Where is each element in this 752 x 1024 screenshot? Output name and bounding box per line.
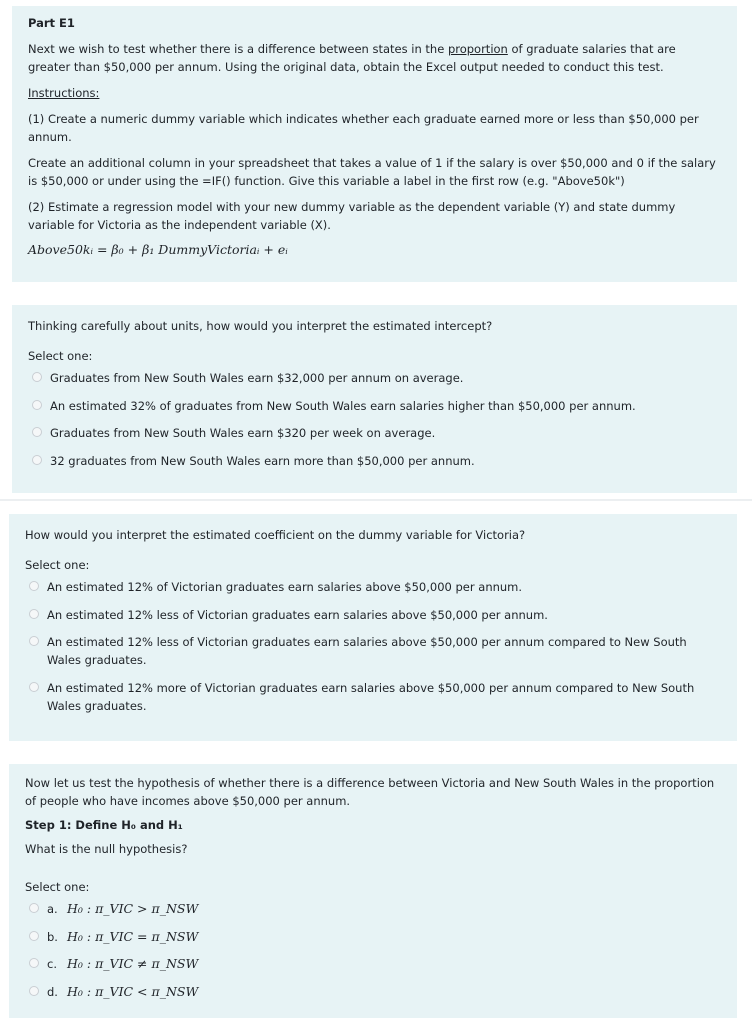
radio-button[interactable] <box>29 903 39 913</box>
section-divider <box>0 499 752 501</box>
radio-button[interactable] <box>32 372 42 382</box>
select-one-label: Select one: <box>25 880 90 894</box>
answer-option-b[interactable]: b. H₀ : π_VIC = π_NSW <box>25 928 721 946</box>
answer-option[interactable]: An estimated 12% less of Victorian graduates earn salaries above $50,000 per annum. <box>25 606 721 624</box>
answer-option-d[interactable]: d. H₀ : π_VIC < π_NSW <box>25 983 721 1001</box>
answer-option-a[interactable]: a. H₀ : π_VIC > π_NSW <box>25 900 721 918</box>
question-text: Thinking carefully about units, how would you interpret the estimated intercept? <box>28 319 493 333</box>
question-hypothesis-panel <box>9 764 737 1018</box>
part-e1-panel <box>12 6 737 282</box>
answer-option[interactable]: An estimated 32% of graduates from New South Wales earn salaries higher than $50,000 per annum. <box>28 397 721 415</box>
radio-button[interactable] <box>32 427 42 437</box>
answer-option[interactable]: An estimated 12% more of Victorian graduates earn salaries above $50,000 per annum compared to New South Wales graduates. <box>25 679 721 715</box>
instructions-heading: Instructions: <box>28 86 100 100</box>
question-intercept-panel <box>12 305 737 493</box>
question-text: How would you interpret the estimated coefficient on the dummy variable for Victoria? <box>25 528 526 542</box>
intro-text: Next we wish to test whether there is a difference between states in the proportion of graduate salaries that are greater than $50,000 per annum. Using the original data, obtain the Excel output needed to conduct this test. <box>28 42 676 74</box>
hypothesis-intro: Now let us test the hypothesis of whether there is a difference between Victoria and New South Wales in the proportion of people who have incomes above $50,000 per annum. <box>25 776 715 808</box>
radio-button[interactable] <box>29 682 39 692</box>
regression-equation: Above50kᵢ = β₀ + β₁ DummyVictoriaᵢ + eᵢ <box>28 242 288 257</box>
answer-option[interactable]: Graduates from New South Wales earn $32,000 per annum on average. <box>28 369 721 387</box>
radio-button[interactable] <box>32 400 42 410</box>
step-title: Step 1: Define H₀ and H₁ <box>25 818 183 832</box>
proportion-link[interactable]: proportion <box>447 42 508 56</box>
radio-button[interactable] <box>29 609 39 619</box>
select-one-label: Select one: <box>25 558 90 572</box>
instruction-step-2: (2) Estimate a regression model with your new dummy variable as the dependent variable (Y) and state dummy variable for Victoria as the independent variable (X). <box>28 200 676 232</box>
answer-option-c[interactable]: c. H₀ : π_VIC ≠ π_NSW <box>25 955 721 973</box>
select-one-label: Select one: <box>28 349 93 363</box>
answer-option[interactable]: An estimated 12% less of Victorian graduates earn salaries above $50,000 per annum compared to New South Wales graduates. <box>25 633 721 669</box>
radio-button[interactable] <box>29 986 39 996</box>
answer-option[interactable]: 32 graduates from New South Wales earn more than $50,000 per annum. <box>28 452 721 470</box>
answer-option[interactable]: Graduates from New South Wales earn $320 per week on average. <box>28 424 721 442</box>
radio-button[interactable] <box>29 581 39 591</box>
radio-button[interactable] <box>29 931 39 941</box>
instruction-step-1-detail: Create an additional column in your spreadsheet that takes a value of 1 if the salary is over $50,000 and 0 if the salary is $50,000 or under using the =IF() function. Give this variable a label in the first row (e.g. "Above50k") <box>28 156 716 188</box>
question-text: What is the null hypothesis? <box>25 842 188 856</box>
radio-button[interactable] <box>29 958 39 968</box>
question-coefficient-panel <box>9 514 737 741</box>
instruction-step-1: (1) Create a numeric dummy variable which indicates whether each graduate earned more or less than $50,000 per annum. <box>28 112 699 144</box>
radio-button[interactable] <box>29 636 39 646</box>
answer-option[interactable]: An estimated 12% of Victorian graduates earn salaries above $50,000 per annum. <box>25 578 721 596</box>
part-title: Part E1 <box>28 16 75 30</box>
radio-button[interactable] <box>32 455 42 465</box>
